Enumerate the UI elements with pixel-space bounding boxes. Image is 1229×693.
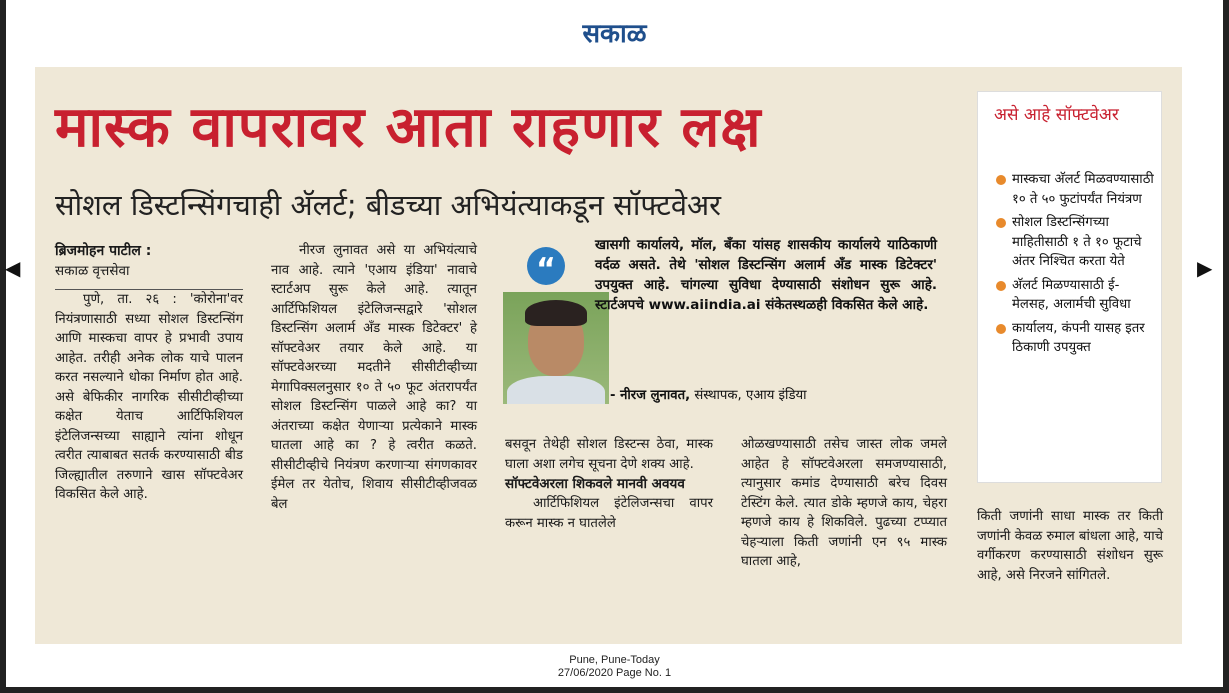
article-column-3: [505, 435, 713, 533]
column-5-text: किती जणांनी साधा मास्क तर किती जणांनी केवळ रुमाल बांधला आहे, याचे वर्गीकरण करण्यासाठी संशोधन सुरू आहे, असे निरजने सांगितले.: [977, 509, 1163, 583]
previous-page-arrow-icon[interactable]: ◀: [5, 256, 21, 280]
info-box-title: असे आहे सॉफ्टवेअर: [994, 105, 1119, 125]
footer-edition: Pune, Pune-Today: [569, 654, 660, 666]
page-footer: [0, 654, 1229, 680]
column-1-text: पुणे, ता. २६ : 'कोरोना'वर नियंत्रणासाठी सध्या सोशल डिस्टन्सिंग आणि मास्कचा वापर हे प्रभावी उपाय आहेत. तरीही अनेक लोक याचे पालन करत नसल्याने धोका निर्माण होत आहे. असे बेफिकीर नागरिक सीसीटीव्हीच्या कक्षेत येताच आर्टिफिशियल इंटेलिजन्सच्या साह्याने त्यांना शोधून त्वरीत त्याबाबत सतर्क करण्यासाठी बीड जिल्ह्यातील तरुणाने खास सॉफ्टवेअर विकसित केले आहे.: [55, 292, 243, 502]
byline-author: ब्रिजमोहन पाटील :: [55, 243, 152, 259]
footer-date-page: 27/06/2020 Page No. 1: [557, 667, 672, 679]
author-photo: [503, 292, 609, 404]
article-headline: मास्क वापरावर आता राहणार लक्ष: [55, 95, 762, 160]
column-4-text: ओळखण्यासाठी तसेच जास्त लोक जमले आहेत हे सॉफ्टवेअरला समजण्यासाठी, त्यानुसार कमांड देण्यासाठी बरेच दिवस टेस्टिंग केले. त्यात डोके म्हणजे काय, चेहरा म्हणजे काय हे शिकविले. पुढच्या टप्प्यात चेहऱ्याला किती जणांनी एन ९५ मास्क घातला आहे,: [741, 437, 947, 569]
quote-mark-icon: “: [527, 247, 565, 285]
byline-source: सकाळ वृत्तसेवा: [55, 261, 243, 290]
orange-bullet-icon: [996, 175, 1006, 185]
pull-quote-attribution: [610, 385, 807, 403]
viewer-frame-left: [0, 0, 6, 693]
orange-bullet-icon: [996, 324, 1006, 334]
column-3-subheading: सॉफ्टवेअरला शिकवले मानवी अवयव: [505, 476, 685, 492]
info-box-item: अ‍ॅलर्ट मिळण्यासाठी ई-मेलसह, अलार्मची सुविधा: [984, 276, 1156, 315]
article-subheadline: सोशल डिस्टन्सिंगचाही अ‍ॅलर्ट; बीडच्या अभियंत्याकडून सॉफ्टवेअर: [55, 188, 721, 222]
quote-author-name: - नीरज लुनावत,: [610, 388, 691, 403]
column-3-text: बसवून तेथेही सोशल डिस्टन्स ठेवा, मास्क घाला अशा लगेच सूचना देणे शक्य आहे.: [505, 437, 713, 472]
info-box-item: मास्कचा अ‍ॅलर्ट मिळवण्यासाठी १० ते ५० फुटांपर्यंत नियंत्रण: [984, 170, 1156, 209]
column-3-text-2: आर्टिफिशियल इंटेलिजन्सचा वापर करून मास्क न घातलेले: [505, 496, 713, 531]
orange-bullet-icon: [996, 281, 1006, 291]
article-column-1: [55, 241, 243, 505]
info-box: [977, 91, 1162, 483]
orange-bullet-icon: [996, 218, 1006, 228]
info-box-list: [984, 170, 1156, 362]
article-clipping: [35, 67, 1182, 644]
quote-author-role: संस्थापक, एआय इंडिया: [694, 388, 807, 403]
article-column-2: [271, 241, 477, 514]
pull-quote: खासगी कार्यालये, मॉल, बँका यांसह शासकीय कार्यालये याठिकाणी वर्दळ असते. तेथे 'सोशल डिस्टन्सिंग अलार्म अँड मास्क डिटेक्टर' उपयुक्त आहे. चांगल्या सुविधा देण्यासाठी संशोधन सुरू आहे. स्टार्टअपचे www.aiindia.ai संकेतस्थळही विकसित केले आहे.: [595, 237, 937, 313]
article-column-5: [977, 507, 1163, 585]
info-box-item: सोशल डिस्टन्सिंगच्या माहितीसाठी १ ते १० फूटाचे अंतर निश्चित करता येते: [984, 213, 1156, 272]
next-page-arrow-icon[interactable]: ▶: [1197, 256, 1213, 280]
column-2-text: नीरज लुनावत असे या अभियंत्याचे नाव आहे. त्याने 'एआय इंडिया' नावाचे स्टार्टअप सुरू केले आहे. त्यातून आर्टिफिशियल इंटेलिजन्सद्वारे 'सोशल डिस्टन्सिंग अलार्म अँड मास्क डिटेक्टर' हे सॉफ्टवेअर तयार केले आहे. या सॉफ्टवेअरच्या मदतीने सीसीटीव्हीच्या मेगापिक्सलनुसार १० ते ५० फूट अंतरापर्यंत सोशल डिस्टन्सिंग पाळले आहे का? या अंतराच्या कक्षेत येणाऱ्या प्रत्येकाने मास्क घातला आहे का ? हे त्वरीत कळते. सीसीटीव्हीचे नियंत्रण करणाऱ्या संगणकावर ईमेल तर येतोच, शिवाय सीसीटीव्हीजवळ बेल: [271, 243, 477, 512]
viewer-frame-right: [1223, 0, 1229, 693]
newspaper-masthead-logo: सकाळ: [582, 19, 647, 49]
info-box-item: कार्यालय, कंपनी यासह इतर ठिकाणी उपयुक्त: [984, 319, 1156, 358]
viewer-frame-bottom: [0, 687, 1229, 693]
article-column-4: [741, 435, 947, 572]
